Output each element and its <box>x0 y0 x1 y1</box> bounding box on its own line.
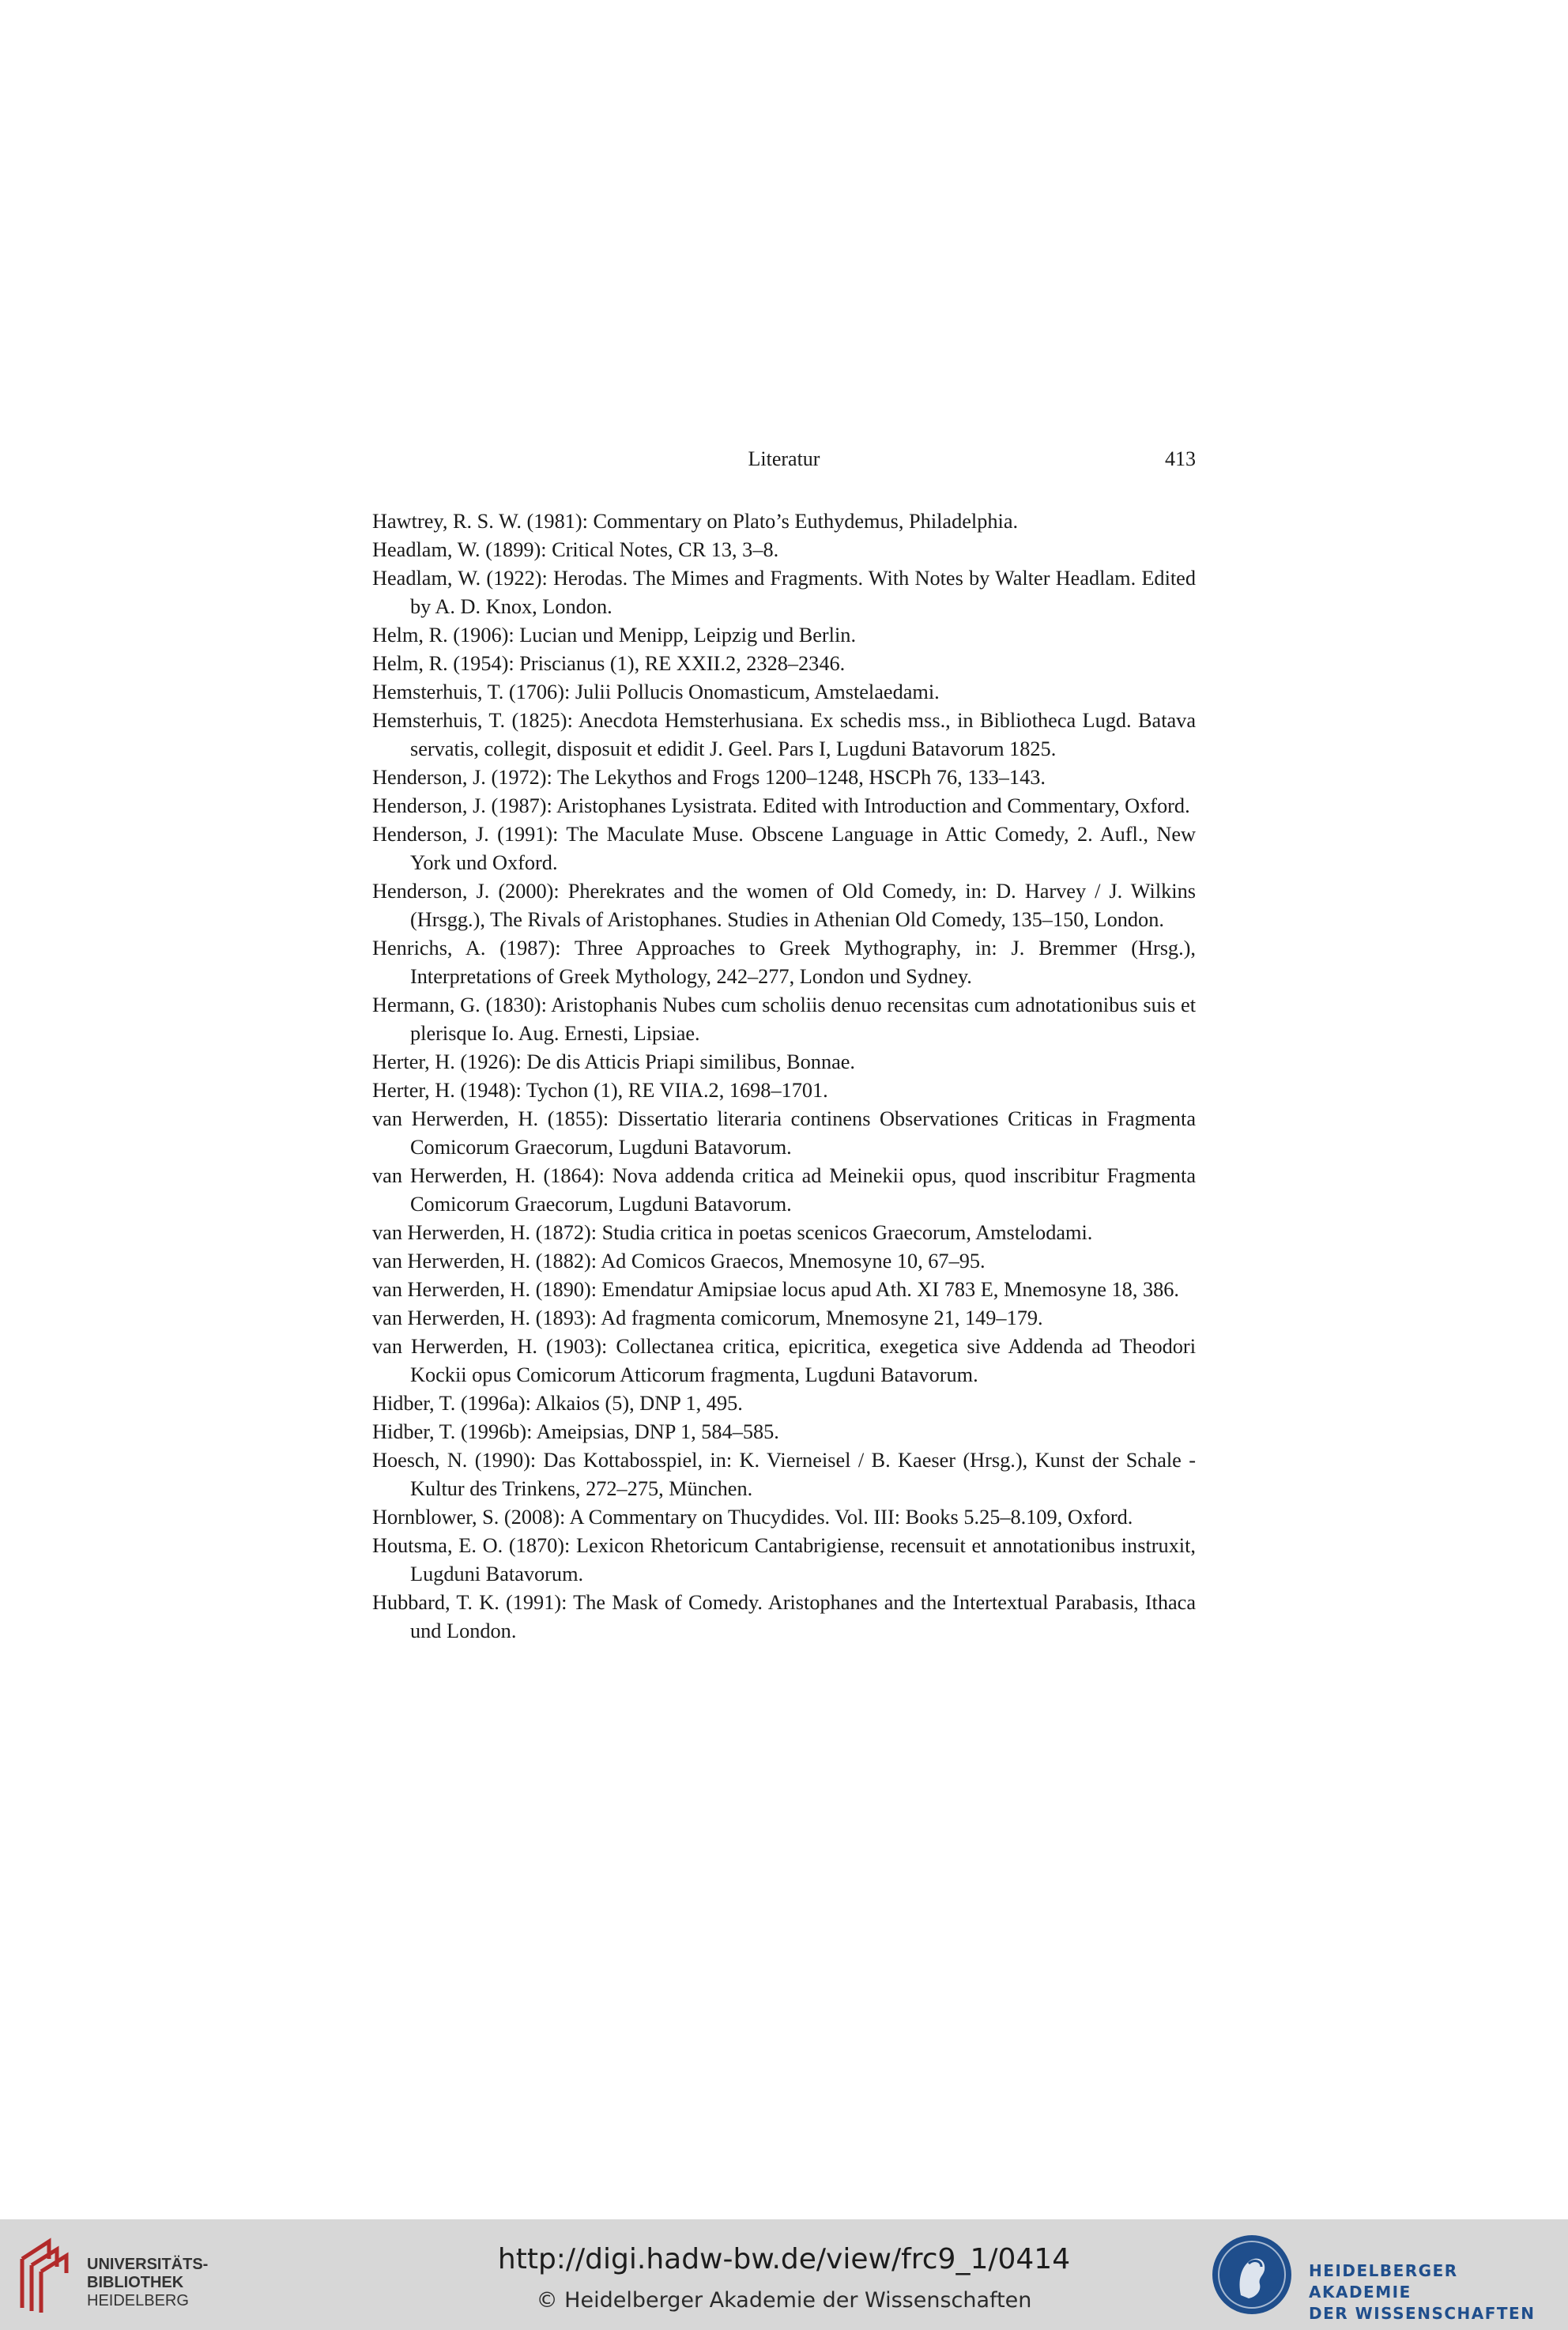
logo-line: BIBLIOTHEK <box>87 2274 184 2291</box>
bibliography-entry: van Herwerden, H. (1864): Nova addenda critica ad Meinekii opus, quod inscribitur Fragmenta Comicorum Graecorum, Lugduni Batavorum. <box>372 1164 1196 1216</box>
bibliography-entry: Hubbard, T. K. (1991): The Mask of Comedy. Aristophanes and the Intertextual Parabasis, Ithaca und London. <box>372 1591 1196 1642</box>
academy-name <box>1309 2260 1557 2324</box>
running-title: Literatur <box>748 447 820 470</box>
logo-line: UNIVERSITÄTS- <box>87 2256 209 2273</box>
bibliography-entry: Henderson, J. (1972): The Lekythos and Frogs 1200–1248, HSCPh 76, 133–143. <box>372 766 1046 789</box>
copyright-notice: © Heidelberger Akademie der Wissenschaften <box>536 2288 1032 2313</box>
bibliography-entry: Helm, R. (1906): Lucian und Menipp, Leipzig und Berlin. <box>372 624 857 647</box>
bibliography-entry: Henrichs, A. (1987): Three Approaches to Greek Mythography, in: J. Bremmer (Hrsg.), Interpretations of Greek Mythology, 242–277, London und Sydney. <box>372 937 1196 988</box>
bibliography-entry: van Herwerden, H. (1882): Ad Comicos Graecos, Mnemosyne 10, 67–95. <box>372 1250 986 1272</box>
logo-line: HEIDELBERGER AKADEMIE <box>1309 2261 1458 2302</box>
bibliography-entry: Headlam, W. (1922): Herodas. The Mimes and Fragments. With Notes by Walter Headlam. Edited by A. D. Knox, London. <box>372 567 1196 618</box>
bibliography-entry: van Herwerden, H. (1872): Studia critica in poetas scenicos Graecorum, Amstelodami. <box>372 1221 1093 1244</box>
bibliography-entry: Hemsterhuis, T. (1825): Anecdota Hemsterhusiana. Ex schedis mss., in Bibliotheca Lugd. Batava servatis, collegit, disposuit et edidit J. Geel. Pars I, Lugduni Batavorum 1825. <box>372 709 1196 760</box>
bibliography-entry: van Herwerden, H. (1855): Dissertatio literaria continens Observationes Criticas in Fragmenta Comicorum Graecorum, Lugduni Batavorum. <box>372 1107 1196 1159</box>
running-head <box>372 447 1196 479</box>
bibliography-entry: Hidber, T. (1996b): Ameipsias, DNP 1, 584–585. <box>372 1420 779 1443</box>
bibliography-entry: Hawtrey, R. S. W. (1981): Commentary on Plato’s Euthydemus, Philadelphia. <box>372 510 1019 533</box>
bibliography-entry: Henderson, J. (1987): Aristophanes Lysistrata. Edited with Introduction and Commentary, Oxford. <box>372 794 1190 817</box>
bibliography-list <box>372 507 1196 1646</box>
bibliography-entry: Houtsma, E. O. (1870): Lexicon Rhetoricum Cantabrigiense, recensuit et annotationibus instruxit, Lugduni Batavorum. <box>372 1534 1196 1585</box>
bibliography-entry: Helm, R. (1954): Priscianus (1), RE XXII.2, 2328–2346. <box>372 652 846 675</box>
viewer-footer <box>0 2219 1568 2330</box>
bibliography-entry: Herter, H. (1926): De dis Atticis Priapi similibus, Bonnae. <box>372 1050 856 1073</box>
bibliography-entry: Hemsterhuis, T. (1706): Julii Pollucis Onomasticum, Amstelaedami. <box>372 681 940 703</box>
bibliography-entry: Herter, H. (1948): Tychon (1), RE VIIA.2, 1698–1701. <box>372 1079 828 1102</box>
bibliography-entry: Henderson, J. (2000): Pherekrates and the women of Old Comedy, in: D. Harvey / J. Wilkins (Hrsgg.), The Rivals of Aristophanes. Studies in Athenian Old Comedy, 135–150, London. <box>372 880 1196 931</box>
bibliography-entry: Hornblower, S. (2008): A Commentary on Thucydides. Vol. III: Books 5.25–8.109, Oxford. <box>372 1506 1133 1529</box>
academy-seal-icon <box>1209 2232 1295 2317</box>
bibliography-entry: van Herwerden, H. (1893): Ad fragmenta comicorum, Mnemosyne 21, 149–179. <box>372 1306 1043 1329</box>
academy-logo[interactable] <box>1209 2227 1557 2322</box>
permalink-url[interactable]: http://digi.hadw-bw.de/view/frc9_1/0414 <box>497 2243 1071 2275</box>
bibliography-entry: Hoesch, N. (1990): Das Kottabosspiel, in: K. Vierneisel / B. Kaeser (Hrsg.), Kunst der Schale - Kultur des Trinkens, 272–275, München. <box>372 1449 1196 1500</box>
logo-line: HEIDELBERG <box>87 2292 189 2309</box>
bibliography-entry: Headlam, W. (1899): Critical Notes, CR 13, 3–8. <box>372 538 779 561</box>
bibliography-entry: van Herwerden, H. (1890): Emendatur Amipsiae locus apud Ath. XI 783 E, Mnemosyne 18, 386. <box>372 1278 1179 1301</box>
bibliography-entry: Hermann, G. (1830): Aristophanis Nubes cum scholiis denuo recensitas cum adnotationibus suis et plerisque Io. Aug. Ernesti, Lipsiae. <box>372 993 1196 1045</box>
logo-line: DER WISSENSCHAFTEN <box>1309 2304 1536 2323</box>
bibliography-entry: Hidber, T. (1996a): Alkaios (5), DNP 1, 495. <box>372 1392 743 1415</box>
bibliography-entry: van Herwerden, H. (1903): Collectanea critica, epicritica, exegetica sive Addenda ad Theodori Kockii opus Comicorum Atticorum fragmenta, Lugduni Batavorum. <box>372 1335 1196 1386</box>
bibliography-entry: Henderson, J. (1991): The Maculate Muse. Obscene Language in Attic Comedy, 2. Aufl., New York und Oxford. <box>372 823 1196 874</box>
page-number: 413 <box>1165 447 1196 470</box>
